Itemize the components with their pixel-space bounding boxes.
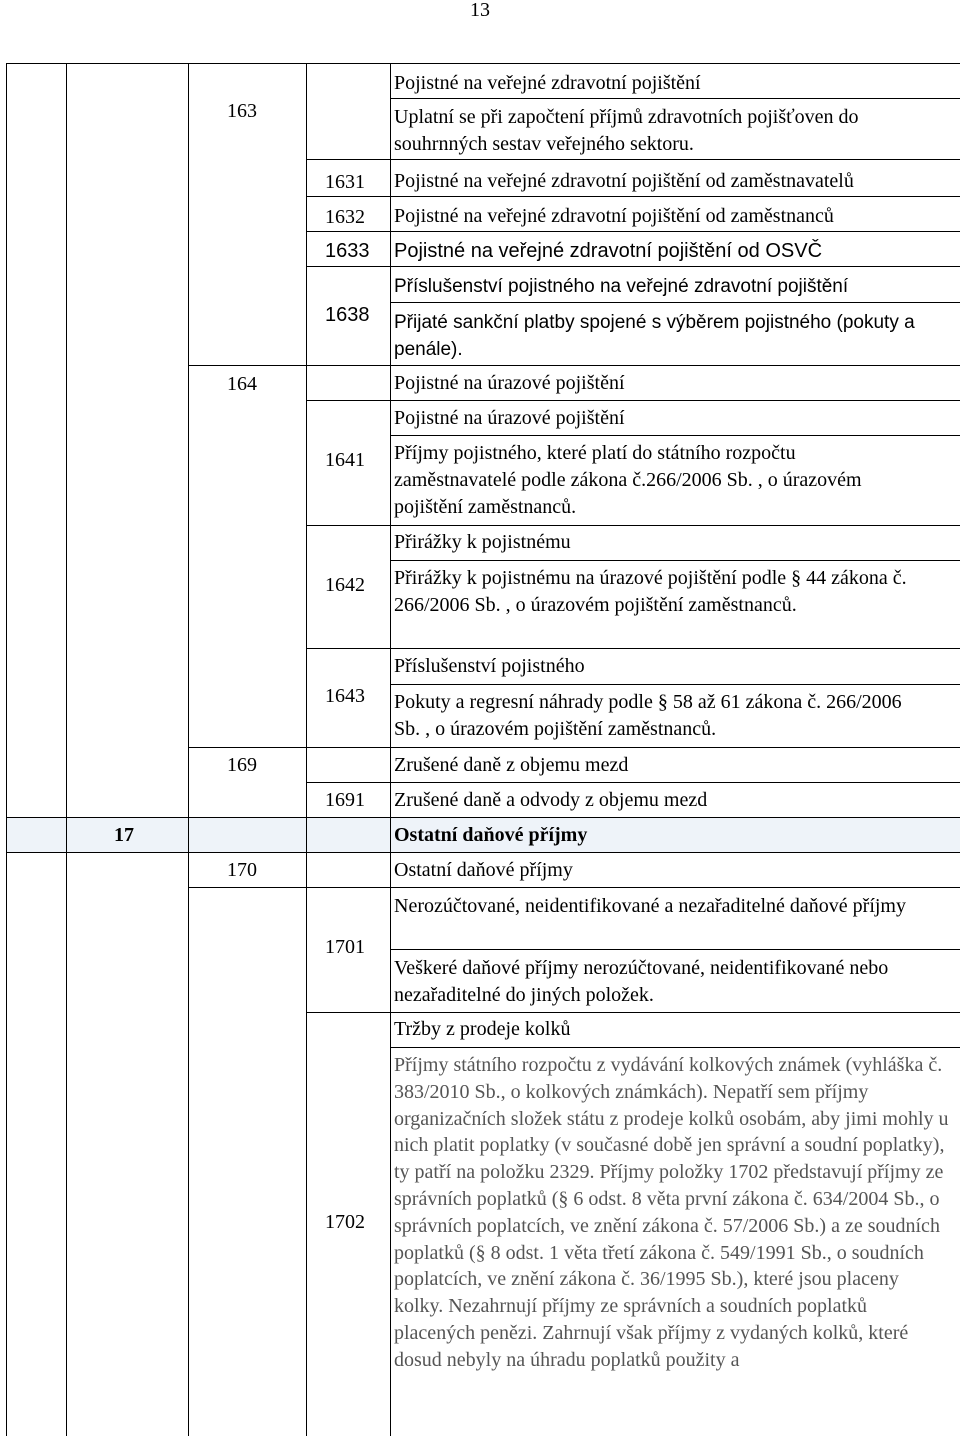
code-1702: 1702 <box>325 1211 365 1233</box>
table-column-line <box>306 63 307 1436</box>
code-1632: 1632 <box>325 206 365 228</box>
desc-1701: Veškeré daňové příjmy nerozúčtované, neidentifikované nebo nezařaditelné do jiných položek. <box>394 957 889 1006</box>
code-17: 17 <box>114 824 134 846</box>
row-separator <box>390 98 960 99</box>
title-1702: Tržby z prodeje kolků <box>394 1018 571 1040</box>
title-169: Zrušené daně z objemu mezd <box>394 754 629 776</box>
desc-1642: Přirážky k pojistnému na úrazové pojištění podle § 44 zákona č. 266/2006 Sb. , o úrazovém pojištění zaměstnanců. <box>394 567 907 616</box>
row-separator <box>306 782 960 783</box>
code-164: 164 <box>227 373 257 395</box>
row-separator <box>390 1047 960 1048</box>
row-separator <box>306 648 960 649</box>
desc-1641: Příjmy pojistného, které platí do státního rozpočtu zaměstnavatelé podle zákona č.266/2006 Sb. , o úrazovém pojištění zaměstnanců. <box>394 442 862 518</box>
row-separator <box>188 747 960 748</box>
desc-1702: Příjmy státního rozpočtu z vydávání kolkových známek (vyhláška č. 383/2010 Sb., o kolkových známkách). Nepatří sem příjmy organizačních složek státu z prodeje kolků osobám, aby jimi mohly u nich platit poplatky (v současné době jen správní a soudní poplatky), ty patří na položku 2329. Příjmy položky 1702 představují příjmy ze správních poplatků (§ 6 odst. 8 věta první zákona č. 634/2004 Sb., o správních poplatcích, ve znění zákona č. 57/2006 Sb.) a ze soudních poplatků (§ 8 odst. 1 věta třetí zákona č. 549/1991 Sb., o soudních poplatcích, ve znění zákona č. 36/1995 Sb.), které jsou placeny kolky. Nezahrnují příjmy ze správních a soudních poplatků placených penězi. Zahrnují však příjmy z vydaných kolků, které dosud nebyly na úhradu poplatků použity a <box>394 1054 949 1371</box>
table-column-line <box>188 63 189 1436</box>
title-1643: Příslušenství pojistného <box>394 655 585 677</box>
title-1691: Zrušené daně a odvody z objemu mezd <box>394 789 708 811</box>
title-17: Ostatní daňové příjmy <box>394 824 588 846</box>
row-separator <box>390 560 960 561</box>
code-169: 169 <box>227 754 257 776</box>
row-separator <box>306 266 960 267</box>
code-1643: 1643 <box>325 685 365 707</box>
row-separator <box>6 817 960 818</box>
title-1641: Pojistné na úrazové pojištění <box>394 407 625 429</box>
code-170: 170 <box>227 859 257 881</box>
desc-1638: Přijaté sankční platby spojené s výběrem pojistného (pokuty a penále). <box>394 312 915 360</box>
desc-1643: Pokuty a regresní náhrady podle § 58 až 61 zákona č. 266/2006 Sb. , o úrazovém pojištění zaměstnanců. <box>394 691 902 740</box>
title-1633: Pojistné na veřejné zdravotní pojištění od OSVČ <box>394 240 823 262</box>
code-1641: 1641 <box>325 449 365 471</box>
table-top-border <box>6 63 960 64</box>
table-column-line <box>66 63 67 1436</box>
row-separator <box>306 231 960 232</box>
row-separator <box>306 196 960 197</box>
code-1691: 1691 <box>325 789 365 811</box>
title-1632: Pojistné na veřejné zdravotní pojištění od zaměstnanců <box>394 205 834 227</box>
row-separator <box>306 400 960 401</box>
title-1642: Přirážky k pojistnému <box>394 531 571 553</box>
title-164: Pojistné na úrazové pojištění <box>394 372 625 394</box>
row-separator <box>188 365 960 366</box>
row-separator <box>390 302 960 303</box>
title-1638: Příslušenství pojistného na veřejné zdravotní pojištění <box>394 276 849 297</box>
table-column-line <box>390 63 391 1436</box>
row-separator <box>306 159 960 160</box>
title-1701: Nerozúčtované, neidentifikované a nezařaditelné daňové příjmy <box>394 895 906 917</box>
table-column-line <box>6 63 7 1436</box>
desc-163: Uplatní se při započtení příjmů zdravotních pojišťoven do souhrnných sestav veřejného sektoru. <box>394 106 859 155</box>
title-163: Pojistné na veřejné zdravotní pojištění <box>394 72 701 94</box>
row-separator <box>188 887 960 888</box>
code-1633: 1633 <box>325 240 370 262</box>
title-170: Ostatní daňové příjmy <box>394 859 573 881</box>
code-1638: 1638 <box>325 304 370 326</box>
code-163: 163 <box>227 100 257 122</box>
row-separator <box>6 852 960 853</box>
row-separator <box>306 1012 960 1013</box>
code-1701: 1701 <box>325 936 365 958</box>
page-number: 13 <box>470 0 490 21</box>
row-separator <box>390 684 960 685</box>
row-separator <box>306 525 960 526</box>
code-1631: 1631 <box>325 171 365 193</box>
row-separator <box>390 949 960 950</box>
title-1631: Pojistné na veřejné zdravotní pojištění od zaměstnavatelů <box>394 170 854 192</box>
code-1642: 1642 <box>325 574 365 596</box>
row-separator <box>390 435 960 436</box>
